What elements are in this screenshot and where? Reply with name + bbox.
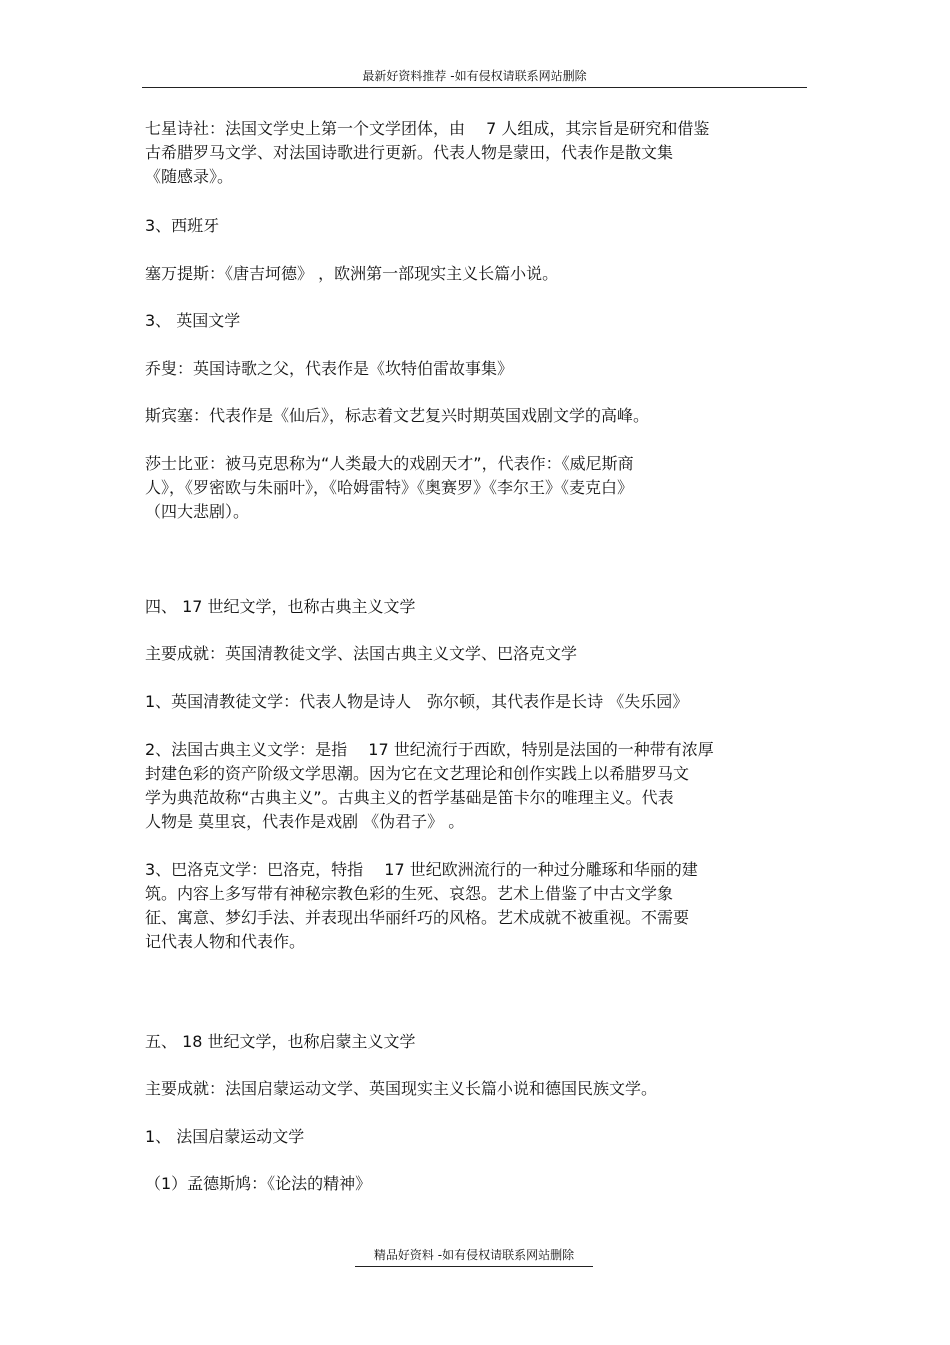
paragraph-puritan-literature: 1、英国清教徒文学：代表人物是诗人 弥尔顿，其代表作是长诗 《失乐园》	[145, 692, 689, 711]
paragraph-spenser: 斯宾塞：代表作是《仙后》，标志着文艺复兴时期英国戏剧文学的高峰。	[145, 406, 650, 425]
paragraph-18th-achievements: 主要成就：法国启蒙运动文学、英国现实主义长篇小说和德国民族文学。	[145, 1079, 658, 1098]
heading-english-literature: 3、 英国文学	[145, 311, 241, 330]
paragraph-pleiade: 七星诗社：法国文学史上第一个文学团体，由 7 人组成，其宗旨是研究和借鉴 古希腊罗马文学、对法国诗歌进行更新。代表人物是蒙田，代表作是散文集 《随感录》。	[145, 119, 710, 186]
paragraph-chaucer: 乔叟：英国诗歌之父，代表作是《坎特伯雷故事集》	[145, 359, 514, 378]
paragraph-montesquieu: （1）孟德斯鸠：《论法的精神》	[145, 1174, 372, 1193]
heading-17th-century: 四、 17 世纪文学，也称古典主义文学	[145, 597, 416, 616]
paragraph-french-classicism: 2、法国古典主义文学：是指 17 世纪流行于西欧，特别是法国的一种带有浓厚 封建色彩的资产阶级文学思潮。因为它在文艺理论和创作实践上以希腊罗马文 学为典范故称“古典主义”。古典主义的哲学基础是笛卡尔的唯理主义。代表 人物是 莫里哀，代表作是戏剧 《伪君子》 。	[145, 740, 714, 831]
page-header: 最新好资料推荐 -如有侵权请联系网站删除	[142, 66, 807, 88]
paragraph-cervantes: 塞万提斯：《唐吉坷德》 ，欧洲第一部现实主义长篇小说。	[145, 264, 559, 283]
heading-18th-century: 五、 18 世纪文学，也称启蒙主义文学	[145, 1032, 416, 1051]
paragraph-baroque: 3、巴洛克文学：巴洛克，特指 17 世纪欧洲流行的一种过分雕琢和华丽的建 筑。内容上多写带有神秘宗教色彩的生死、哀怨。艺术上借鉴了中古文学象 征、寓意、梦幻手法、并表现出华丽纤巧的风格。艺术成就不被重视。不需要 记代表人物和代表作。	[145, 860, 698, 951]
heading-spain: 3、西班牙	[145, 216, 220, 235]
heading-french-enlightenment: 1、 法国启蒙运动文学	[145, 1127, 305, 1146]
page-footer: 精品好资料 -如有侵权请联系网站删除	[355, 1245, 593, 1267]
paragraph-17th-achievements: 主要成就：英国清教徒文学、法国古典主义文学、巴洛克文学	[145, 644, 578, 663]
paragraph-shakespeare: 莎士比亚：被马克思称为“人类最大的戏剧天才”，代表作：《威尼斯商 人》，《罗密欧与朱丽叶》，《哈姆雷特》《奥赛罗》《李尔王》《麦克白》 （四大悲剧）。	[145, 454, 634, 521]
